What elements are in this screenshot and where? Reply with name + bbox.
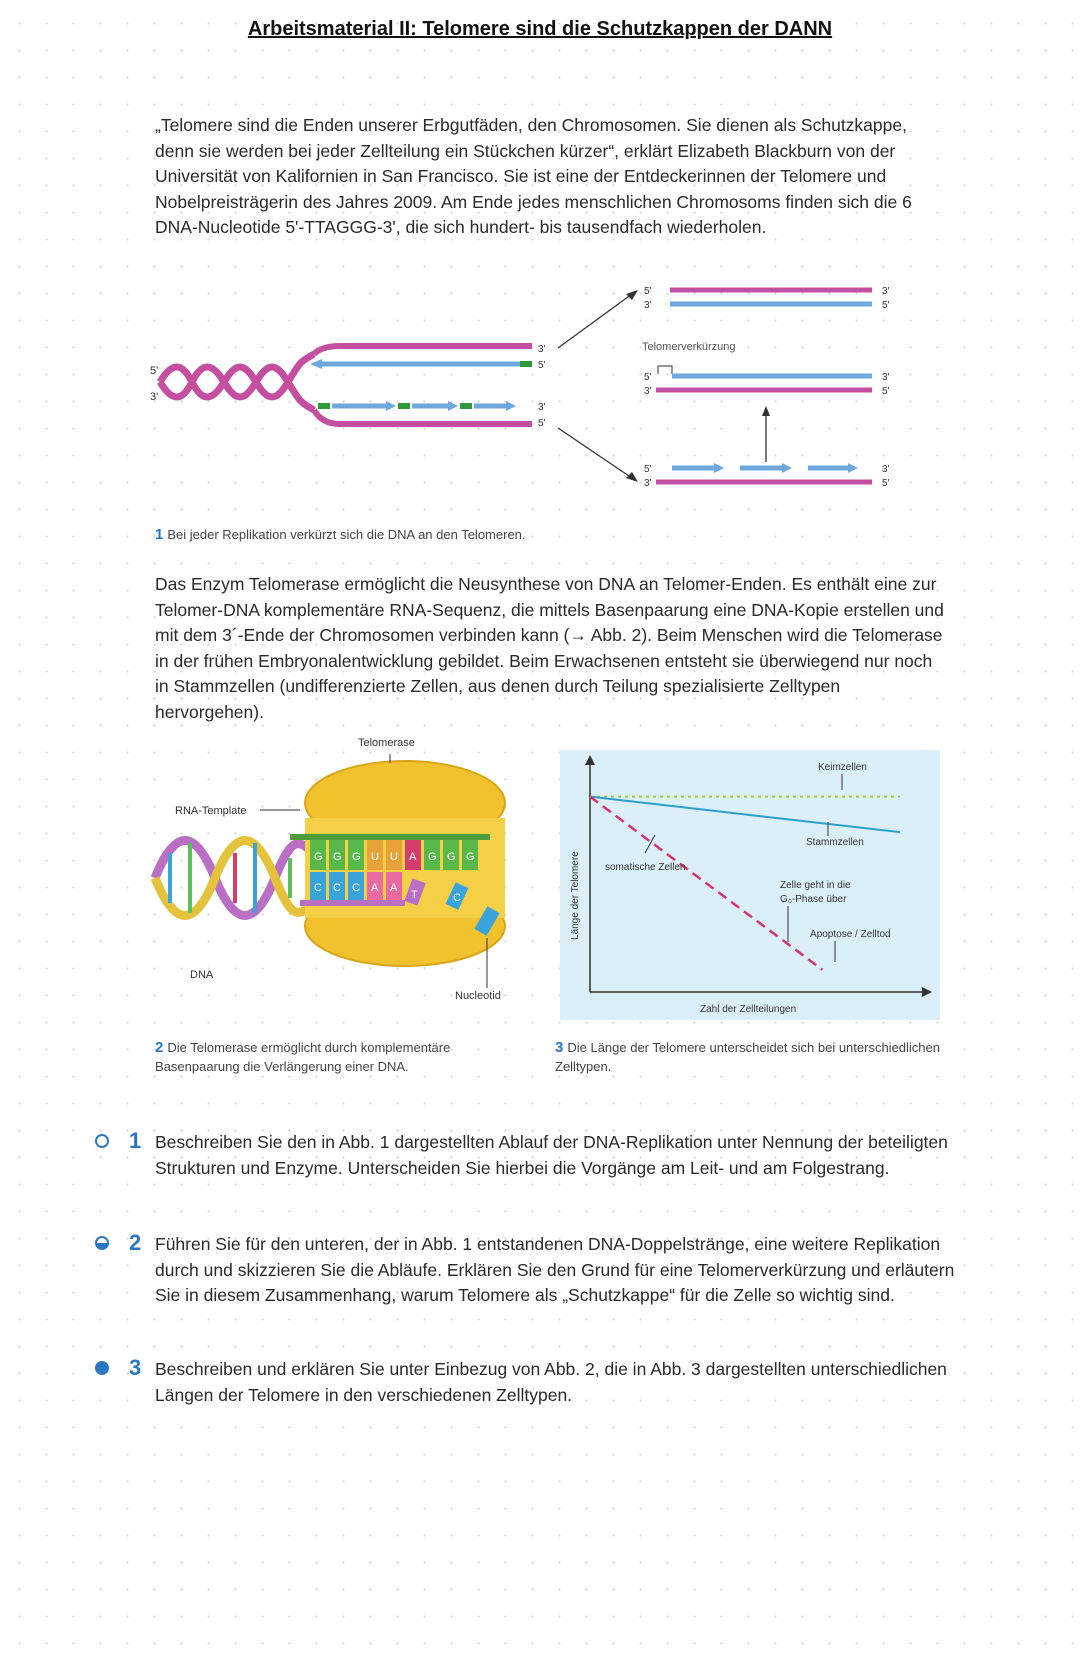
rna-base: G [314,851,323,863]
intro-text: „Telomere sind die Enden unserer Erbgutfäden, den Chromosomen. Sie dienen als Schutzkappe, denn sie werden bei jeder Zellteilung ein Stückchen kürzer“, erklärt Elizabeth Blackburn von der Universität von Kalifornien in San Francisco. Sie ist eine der Entdeckerinnen der Telomere und Nobelpreisträgerin des Jahres 2009. Am Ende jedes menschlichen Chromosoms finden sich die 6 DNA-Nucleotide 5'-TTAGGG-3', die sich hundert- bis tausendfach wiederholen. [155,115,912,237]
task-2 [95,1232,965,1336]
difficulty-hard-icon [95,1361,109,1375]
stammzellen-label: Stammzellen [806,837,864,848]
rna-base: G [352,851,361,863]
label-3prime: 3' [538,402,546,413]
dna-base: C [314,882,322,894]
figure-2-caption [155,1038,525,1076]
task-3 [95,1357,965,1409]
caption-text: Die Telomerase ermöglicht durch komplementäre Basenpaarung die Verlängerung einer DNA. [155,1040,451,1074]
task-text: Beschreiben Sie den in Abb. 1 dargestellten Ablauf der DNA-Replikation unter Nennung der beteiligten Strukturen und Enzyme. Unterscheiden Sie hierbei die Vorgänge am Leit- und am Folgestrang. [155,1132,948,1178]
task-1 [95,1130,965,1208]
intro-paragraph [155,113,945,241]
label-3prime: 3' [882,286,890,297]
task-text: Beschreiben und erklären Sie unter Einbezug von Abb. 2, die in Abb. 3 dargestellten unterschiedlichen Längen der Telomere in den verschiedenen Zelltypen. [155,1359,947,1405]
page-title: Arbeitsmaterial II: Telomere sind die Schutzkappen der DANN [247,18,833,40]
y-axis-label: Länge der Telomere [570,851,581,940]
rna-base: G [428,851,437,863]
chart-background [560,750,940,1020]
task-text: Führen Sie für den unteren, der in Abb. 1 entstandenen DNA-Doppelstränge, eine weitere Replikation durch und skizzieren Sie die Abläufe. Erklären Sie den Grund für eine Telomerverkürzung und erläutern Sie in diesem Zusammenhang, warum Telomere als „Schutzkappe“ für die Zelle so wichtig sind. [155,1234,955,1305]
g0-label-line1: Zelle geht in die [780,880,851,891]
result3-fragment-2 [782,463,792,473]
task-number: 3 [129,1355,142,1380]
okazaki-arrow-2 [448,401,458,411]
label-5prime: 5' [882,300,890,311]
rna-bases [310,840,478,870]
okazaki-arrow-1 [386,401,396,411]
label-5prime-left: 5' [150,365,159,377]
rna-base: U [371,851,379,863]
apoptose-label: Apoptose / Zelltod [810,929,891,940]
okazaki-arrow-3 [506,401,516,411]
label-5prime: 5' [882,386,890,397]
dna-base: C [453,892,461,904]
label-5prime: 5' [644,464,652,475]
figure-1-replication [150,282,950,512]
label-3prime: 3' [644,300,652,311]
dna-base: A [390,882,398,894]
dna-strand-b [155,841,320,916]
telomerase-paragraph [155,572,945,725]
label-5prime: 5' [882,478,890,489]
telomerase-text: Das Enzym Telomerase ermöglicht die Neusynthese von DNA an Telomer-Enden. Es enthält eine zur Telomer-DNA komplementäre RNA-Sequenz, die mittels Basenpaarung eine DNA-Kopie erstellen und mit dem 3´-Ende der Chromosomen verbinden kann (→ Abb. 2). Beim Menschen wird die Telomerase in der frühen Embryonalentwicklung gebildet. Beim Erwachsenen entsteht sie überwiegend nur noch in Stammzellen (undifferenzierte Zellen, aus denen durch Teilung spezialisierte Zelltypen hervorgehen). [155,574,944,722]
dna-label: DNA [190,969,214,981]
label-5prime: 5' [644,286,652,297]
rna-template-strand [290,834,490,840]
caption-number: 3 [555,1039,564,1056]
label-3prime: 3' [644,386,652,397]
label-3prime: 3' [882,464,890,475]
lower-primer-2 [398,403,410,409]
label-3prime-left: 3' [150,391,159,403]
arrow-to-lower-result [558,428,632,478]
task-number: 2 [129,1230,142,1255]
dna-base: C [352,882,360,894]
result3-fragment-1 [714,463,724,473]
label-3prime: 3' [538,344,546,355]
lower-parent-strand [314,410,532,424]
figure-3-chart [560,750,940,1020]
lower-primer-3 [460,403,472,409]
label-3prime: 3' [644,478,652,489]
caption-number: 1 [155,526,164,543]
rna-base: G [466,851,475,863]
g0-label-line2: G₀-Phase über [780,894,847,905]
dna-base: A [371,882,379,894]
difficulty-medium-icon [95,1236,109,1250]
telomerase-label: Telomerase [358,737,415,749]
label-3prime: 3' [882,372,890,383]
nucleotid-label: Nucleotid [455,990,501,1002]
caption-number: 2 [155,1039,164,1056]
rna-template-label: RNA-Template [175,805,247,817]
arrow-to-upper-result [558,294,632,348]
caption-text: Bei jeder Replikation verkürzt sich die DNA an den Telomeren. [167,527,526,542]
figure-3-caption [555,1038,945,1076]
upper-parent-strand [314,346,532,354]
lower-primer-1 [318,403,330,409]
rna-base: G [447,851,456,863]
rna-base: A [409,851,417,863]
label-5prime: 5' [538,360,546,371]
rna-base: G [333,851,342,863]
task-number: 1 [129,1128,142,1153]
dna-strand-a [155,841,320,916]
keimzellen-label: Keimzellen [818,762,867,773]
somatische-label: somatische Zellen [605,862,686,873]
figure-2-telomerase [150,737,540,1018]
rna-base: U [390,851,398,863]
label-5prime: 5' [644,372,652,383]
shortening-bracket [658,366,672,374]
result3-fragment-3 [848,463,858,473]
upper-arrowhead [310,359,322,369]
telomer-shortening-label: Telomerverkürzung [642,341,736,353]
caption-text: Die Länge der Telomere unterscheidet sich bei unterschiedlichen Zelltypen. [555,1040,940,1074]
dna-base: T [411,889,418,901]
dna-base: C [333,882,341,894]
difficulty-easy-icon [95,1134,109,1148]
upper-primer [520,361,532,367]
x-axis-label: Zahl der Zellteilungen [700,1004,797,1015]
figure-1-caption [155,525,755,544]
label-5prime: 5' [538,418,546,429]
